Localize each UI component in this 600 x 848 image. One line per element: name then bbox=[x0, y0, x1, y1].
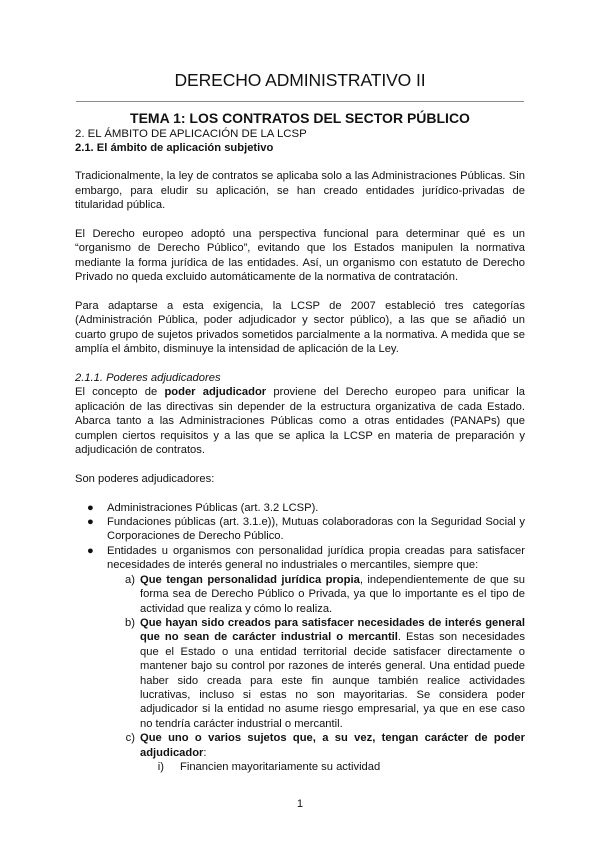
conditions-list bbox=[75, 573, 525, 775]
condition-title: Que uno o varios sujetos que, a su vez, tengan carácter de poder adjudicador bbox=[140, 732, 525, 759]
bullet-icon: ● bbox=[87, 501, 94, 514]
condition-item bbox=[75, 616, 525, 731]
condition-title: Que hayan sido creados para satisfacer necesidades de interés general que no sean de carácter industrial o mercantil bbox=[140, 616, 525, 644]
list-intro: Son poderes adjudicadores: bbox=[75, 472, 215, 485]
bullet-icon: ● bbox=[87, 516, 94, 529]
condition-item bbox=[75, 573, 525, 616]
condition-text: : bbox=[203, 746, 207, 759]
page-number: 1 bbox=[296, 798, 304, 810]
bold-term: poder adjudicador bbox=[164, 386, 267, 399]
document-title: DERECHO ADMINISTRATIVO II bbox=[174, 70, 426, 90]
text-run: proviene del Derecho europeo para unificar la aplicación de las directivas sin depender de la estructura organizativa de cada Estado. Abarca tanto a las Administraciones Públicas como a otras entidades (PANAPs) que cumplen ciertos requisitos y a las que se aplica la LCSP en materia de preparación y adjudicación de contratos. bbox=[75, 386, 526, 457]
paragraph: El Derecho europeo adoptó una perspectiva funcional para determinar qué es un “organismo de Derecho Público”, evitando que los Estados manipulen la normativa mediante la forma jurídica de las entidades. Así, un organismo con estatuto de Derecho Privado no queda excluido automáticamente de la normativa de contratación. bbox=[75, 228, 525, 284]
list-item bbox=[75, 544, 525, 573]
title-divider bbox=[76, 101, 524, 102]
list-item-text: Entidades u organismos con personalidad jurídica propia creadas para satisfacer necesidades de interés general no industriales o mercantiles, siempre que: bbox=[107, 544, 525, 572]
bullet-icon: ● bbox=[87, 544, 94, 557]
condition-item bbox=[75, 731, 525, 774]
sub-condition-text: Financien mayoritariamente su actividad bbox=[180, 760, 381, 773]
sub-conditions-list bbox=[140, 760, 525, 774]
paragraph: Para adaptarse a esta exigencia, la LCSP de 2007 estableció tres categorías (Administración Pública, poder adjudicador y sector público), a las que se añadió un cuarto grupo de sujetos privados sometidos parcialmente a la normativa. A medida que se amplía el ámbito, disminuye la intensidad de aplicación de la Ley. bbox=[75, 300, 525, 356]
item-marker: b) bbox=[125, 616, 135, 629]
sub-condition-item bbox=[140, 760, 525, 774]
bullet-list bbox=[75, 501, 525, 573]
topic-title: TEMA 1: LOS CONTRATOS DEL SECTOR PÚBLICO bbox=[130, 110, 470, 126]
paragraph bbox=[75, 385, 525, 457]
list-item bbox=[75, 515, 525, 544]
item-marker: a) bbox=[125, 573, 135, 586]
condition-title: Que tengan personalidad jurídica propia bbox=[140, 573, 360, 586]
list-item-text: Administraciones Públicas (art. 3.2 LCSP). bbox=[107, 501, 319, 514]
paragraph: Tradicionalmente, la ley de contratos se aplicaba solo a las Administraciones Públicas. Sin embargo, para eludir su aplicación, se han creado entidades jurídico-privadas de titularidad pública. bbox=[75, 170, 525, 212]
item-marker: c) bbox=[125, 732, 135, 745]
item-marker: i) bbox=[157, 760, 164, 773]
condition-text: , independientemente de que su forma sea de Derecho Público o Privada, ya que lo importante es el tipo de actividad que realiza y cómo lo realiza. bbox=[140, 573, 526, 615]
subsubsection-heading: 2.1.1. Poderes adjudicadores bbox=[75, 372, 221, 385]
document-body bbox=[75, 109, 525, 774]
condition-text: . Estas son necesidades que el Estado o una entidad territorial decide satisfacer directamente o mantener bajo su control por razones de interés general. Una entidad puede haber sido creada para este fin aunque también realice actividades lucrativas, incluso si estas no son mayoritarias. Se considera poder adjudicador si la entidad no asume riesgo empresarial, ya que en ese caso no tendría carácter industrial o mercantil. bbox=[140, 631, 525, 730]
list-item bbox=[75, 501, 525, 515]
section-heading: 2. EL ÁMBITO DE APLICACIÓN DE LA LCSP bbox=[75, 128, 307, 140]
subsection-heading: 2.1. El ámbito de aplicación subjetivo bbox=[75, 142, 274, 154]
text-run: El concepto de bbox=[75, 386, 165, 399]
list-item-text: Fundaciones públicas (art. 3.1.e)), Mutuas colaboradoras con la Seguridad Social y Corporaciones de Derecho Público. bbox=[107, 516, 525, 543]
